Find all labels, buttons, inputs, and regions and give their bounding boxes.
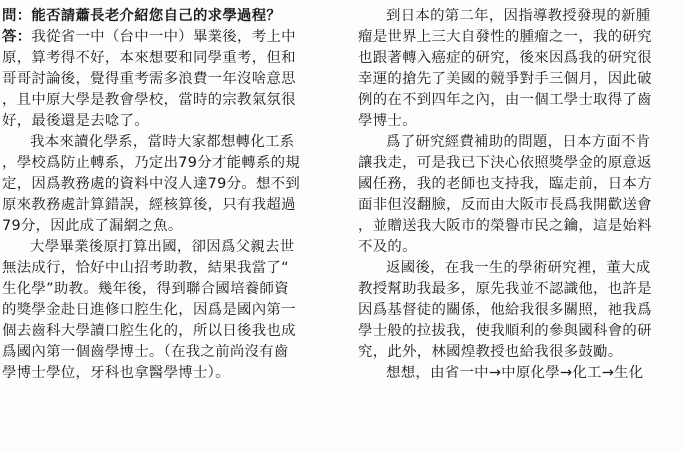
text-line: 哥哥討論後，覺得重考需多浪費一年沒啥意思 (2, 71, 296, 87)
text-line: ，學校爲防止轉系，乃定出79分才能轉系的規 (2, 155, 301, 171)
paragraph-start: 想想，由省一中→中原化學→化工→生化 (386, 365, 644, 381)
text-line: 學博士。 (358, 113, 417, 129)
text-line: 79分，因此成了漏網之魚。 (2, 218, 183, 234)
text-line: 定，因爲教務處的資料中沒人達79分。想不到 (2, 176, 301, 192)
text-line: 讓我走，可是我已下決心依照獎學金的原意返 (358, 155, 652, 171)
paragraph-start: 我本來讀化學系，當時大家都想轉化工系 (30, 134, 295, 150)
right-column (358, 6, 678, 384)
text-line: 學博士學位，牙科也拿醫學博士）。 (2, 365, 230, 381)
text-line: 瘤是世界上三大自發性的腫瘤之一，我的研究 (358, 29, 652, 45)
paragraph-start: 爲了研究經費補助的問題，日本方面不肯 (386, 134, 651, 150)
paragraph-start: 大學畢業後原打算出國，卻因爲父親去世 (30, 239, 295, 255)
question-line: 問：能否請蕭長老介紹您自己的求學過程？ (2, 8, 282, 24)
text-line: 我從省一中（台中一中）畢業後，考上中 (31, 29, 296, 45)
text-line: 的獎學金赴日進修口腔生化，因爲是國內第一 (2, 302, 296, 318)
text-line: 不及的。 (358, 239, 417, 255)
text-line: 究，此外，林國煌教授也給我很多鼓勵。 (358, 344, 623, 360)
text-line: 原，算考得不好，本來想要和同學重考，但和 (2, 50, 296, 66)
text-line: 好，最後還是去唸了。 (2, 113, 149, 129)
left-column (2, 6, 330, 384)
text-line: 學士般的拉拔我，使我順利的參與國科會的研 (358, 323, 652, 339)
text-line: 例的在不到四年之內，由一個工學士取得了齒 (358, 92, 652, 108)
paragraph-start: 返國後，在我一生的學術研究裡，董大成 (386, 260, 651, 276)
text-line: ，且中原大學是教會學校，當時的宗教氣氛很 (2, 92, 296, 108)
text-line: 原來教務處計算錯誤，經核算後，只有我超過 (2, 197, 296, 213)
answer-label: 答： (2, 29, 32, 45)
text-line: 也跟著轉入癌症的研究，後來因爲我的研究很 (358, 50, 652, 66)
text-line: ，並贈送我大阪市的榮譽市民之鑰，這是始料 (358, 218, 652, 234)
text-line: 教授幫助我最多，原先我並不認識他，也許是 (358, 281, 652, 297)
text-line: 國任務，我的老師也支持我，臨走前，日本方 (358, 176, 652, 192)
text-line: 無法成行，恰好中山招考助教，結果我當了“ (2, 260, 289, 276)
text-line: 幸運的搶先了美國的競爭對手三個月，因此破 (358, 71, 652, 87)
text-line: 因爲基督徒的關係，他給我很多關照，祂我爲 (358, 302, 652, 318)
text-line: 生化學”助教。幾年後，得到聯合國培養師資 (2, 281, 289, 297)
paragraph-start: 到日本的第二年，因指導教授發現的新腫 (386, 8, 651, 24)
answer-line (2, 27, 330, 48)
text-line: 爲國內第一個齒學博士。（在我之前尚沒有齒 (2, 344, 289, 360)
text-line: 面非但沒翻臉，反而由大阪市長爲我開歡送會 (358, 197, 652, 213)
text-line: 個去齒科大學讀口腔生化的，所以日後我也成 (2, 323, 296, 339)
